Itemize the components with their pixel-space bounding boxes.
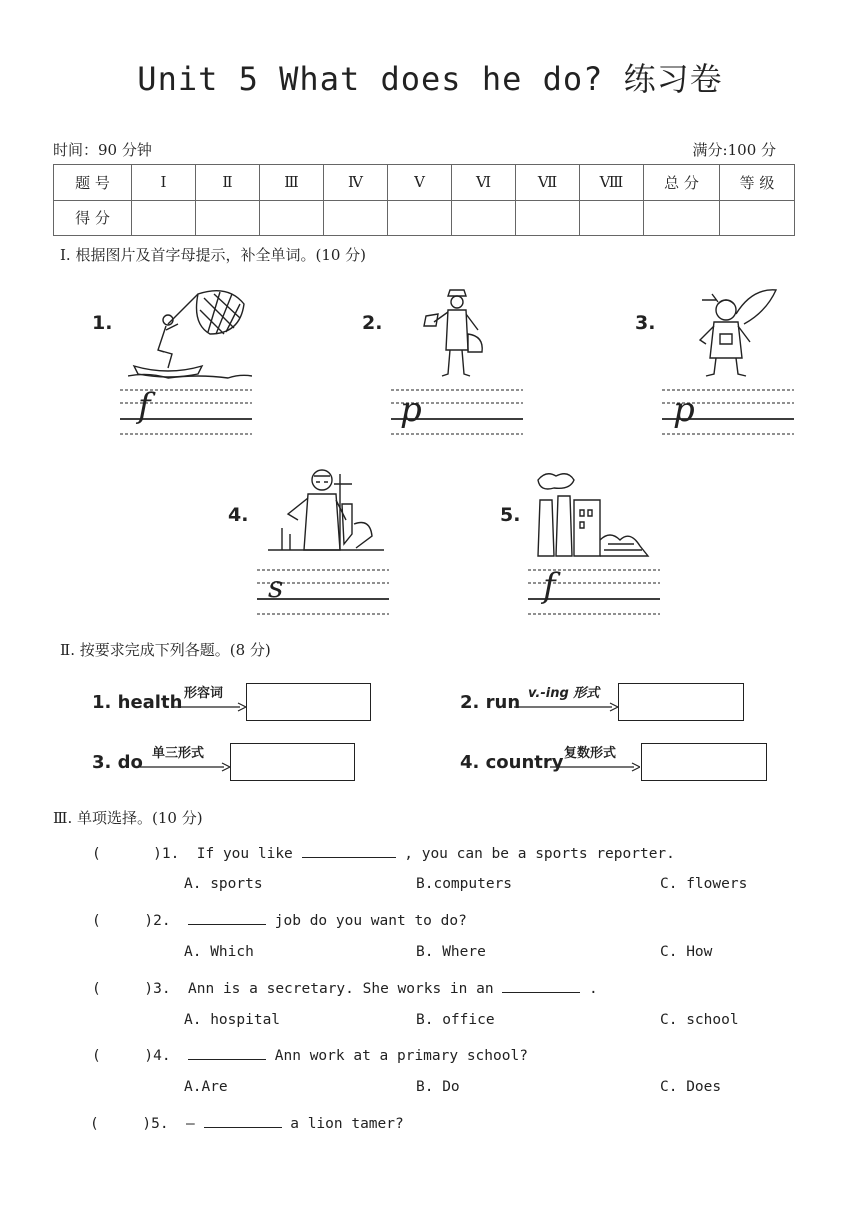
- answer-box[interactable]: [618, 683, 744, 721]
- option-a[interactable]: A. Which: [184, 944, 254, 960]
- answer-box[interactable]: [246, 683, 371, 721]
- initial-letter: p: [673, 390, 695, 430]
- question-stem: job do you want to do?: [266, 913, 467, 929]
- question-stem: , you can be a sports reporter.: [395, 846, 675, 862]
- item-number: 1.: [92, 312, 113, 334]
- question-2: [92, 910, 467, 929]
- question-5: [90, 1113, 404, 1132]
- score-table-header-row: [54, 165, 795, 201]
- transform-word: 1. health: [92, 692, 183, 713]
- option-a[interactable]: A. sports: [184, 876, 263, 892]
- time-label: 时间：90 分钟: [53, 141, 152, 159]
- table-cell: Ⅵ: [452, 165, 516, 201]
- question-3: [92, 978, 598, 997]
- score-table: [53, 164, 795, 236]
- table-cell: Ⅳ: [324, 165, 388, 201]
- score-input-cell[interactable]: [388, 200, 452, 236]
- page-title: Unit 5 What does he do? 练习卷: [137, 60, 723, 98]
- initial-letter: p: [400, 390, 422, 430]
- answer-blank[interactable]: [204, 1113, 282, 1128]
- question-stem: a lion tamer?: [281, 1116, 404, 1132]
- section3-heading: Ⅲ. 单项选择。(10 分): [53, 809, 203, 827]
- option-c[interactable]: C. Does: [660, 1079, 722, 1095]
- score-input-cell[interactable]: [644, 200, 720, 236]
- item-number: 3.: [635, 312, 656, 334]
- score-table-score-row: [54, 200, 795, 236]
- answer-blank[interactable]: [188, 910, 266, 925]
- score-input-cell[interactable]: [580, 200, 644, 236]
- postman-icon: [420, 286, 490, 380]
- option-b[interactable]: B. Where: [416, 944, 486, 960]
- answer-box[interactable]: [641, 743, 767, 781]
- scientist-icon: [268, 464, 384, 558]
- table-cell: 总 分: [644, 165, 720, 201]
- hint-label: 形容词: [184, 686, 224, 701]
- question-stem: ( )3. Ann is a secretary. She works in an: [92, 981, 494, 997]
- section1-heading: Ⅰ. 根据图片及首字母提示，补全单词。(10 分): [60, 246, 367, 264]
- question-stem: ( )2.: [92, 913, 171, 929]
- score-input-cell[interactable]: [452, 200, 516, 236]
- question-stem: .: [580, 981, 598, 997]
- option-c[interactable]: C. school: [660, 1012, 739, 1028]
- item-number: 4.: [228, 504, 249, 526]
- arrow-icon: [140, 757, 230, 776]
- item-number: 5.: [500, 504, 521, 526]
- option-b[interactable]: B.computers: [416, 876, 513, 892]
- question-4: [92, 1045, 528, 1064]
- answer-blank[interactable]: [188, 1045, 266, 1060]
- table-cell: Ⅷ: [580, 165, 644, 201]
- question-stem: ( )4.: [92, 1048, 171, 1064]
- initial-letter: f: [138, 386, 151, 426]
- option-c[interactable]: C. How: [660, 944, 713, 960]
- arrow-icon: [550, 757, 640, 776]
- initial-letter: s: [268, 570, 284, 605]
- transform-word: 4. country: [460, 752, 564, 773]
- table-cell: Ⅲ: [260, 165, 324, 201]
- answer-blank[interactable]: [502, 978, 580, 993]
- option-b[interactable]: B. office: [416, 1012, 495, 1028]
- table-cell: 等 级: [720, 165, 795, 201]
- item-number: 2.: [362, 312, 383, 334]
- hint-label: v.-ing 形式: [528, 686, 600, 701]
- table-cell: 题 号: [54, 165, 132, 201]
- arrow-icon: [514, 697, 618, 716]
- option-a[interactable]: A.Are: [184, 1079, 228, 1095]
- factory-icon: [530, 470, 650, 558]
- score-input-cell[interactable]: [196, 200, 260, 236]
- score-input-cell[interactable]: [720, 200, 795, 236]
- score-input-cell[interactable]: [260, 200, 324, 236]
- table-cell: Ⅱ: [196, 165, 260, 201]
- question-stem: ( )1. If you like: [92, 846, 293, 862]
- option-a[interactable]: A. hospital: [184, 1012, 281, 1028]
- answer-blank[interactable]: [302, 843, 396, 858]
- table-cell: Ⅴ: [388, 165, 452, 201]
- transform-word: 2. run: [460, 692, 521, 713]
- table-cell: Ⅰ: [132, 165, 196, 201]
- answer-box[interactable]: [230, 743, 355, 781]
- hint-label: 复数形式: [564, 746, 617, 761]
- transform-word: 3. do: [92, 752, 143, 773]
- score-input-cell[interactable]: [324, 200, 388, 236]
- arrow-icon: [172, 697, 246, 716]
- hint-label: 单三形式: [152, 746, 205, 761]
- full-score-label: 满分:100 分: [692, 141, 776, 159]
- section2-heading: Ⅱ. 按要求完成下列各题。(8 分): [60, 641, 271, 659]
- table-cell: Ⅶ: [516, 165, 580, 201]
- score-input-cell[interactable]: [516, 200, 580, 236]
- option-b[interactable]: B. Do: [416, 1079, 460, 1095]
- question-stem: ( )5. —: [90, 1116, 195, 1132]
- pilot-icon: [692, 284, 778, 380]
- question-stem: Ann work at a primary school?: [266, 1048, 528, 1064]
- table-cell: 得 分: [54, 200, 132, 236]
- score-input-cell[interactable]: [132, 200, 196, 236]
- initial-letter: f: [543, 566, 556, 606]
- option-c[interactable]: C. flowers: [660, 876, 748, 892]
- fisherman-icon: [128, 284, 252, 380]
- question-1: [92, 843, 675, 862]
